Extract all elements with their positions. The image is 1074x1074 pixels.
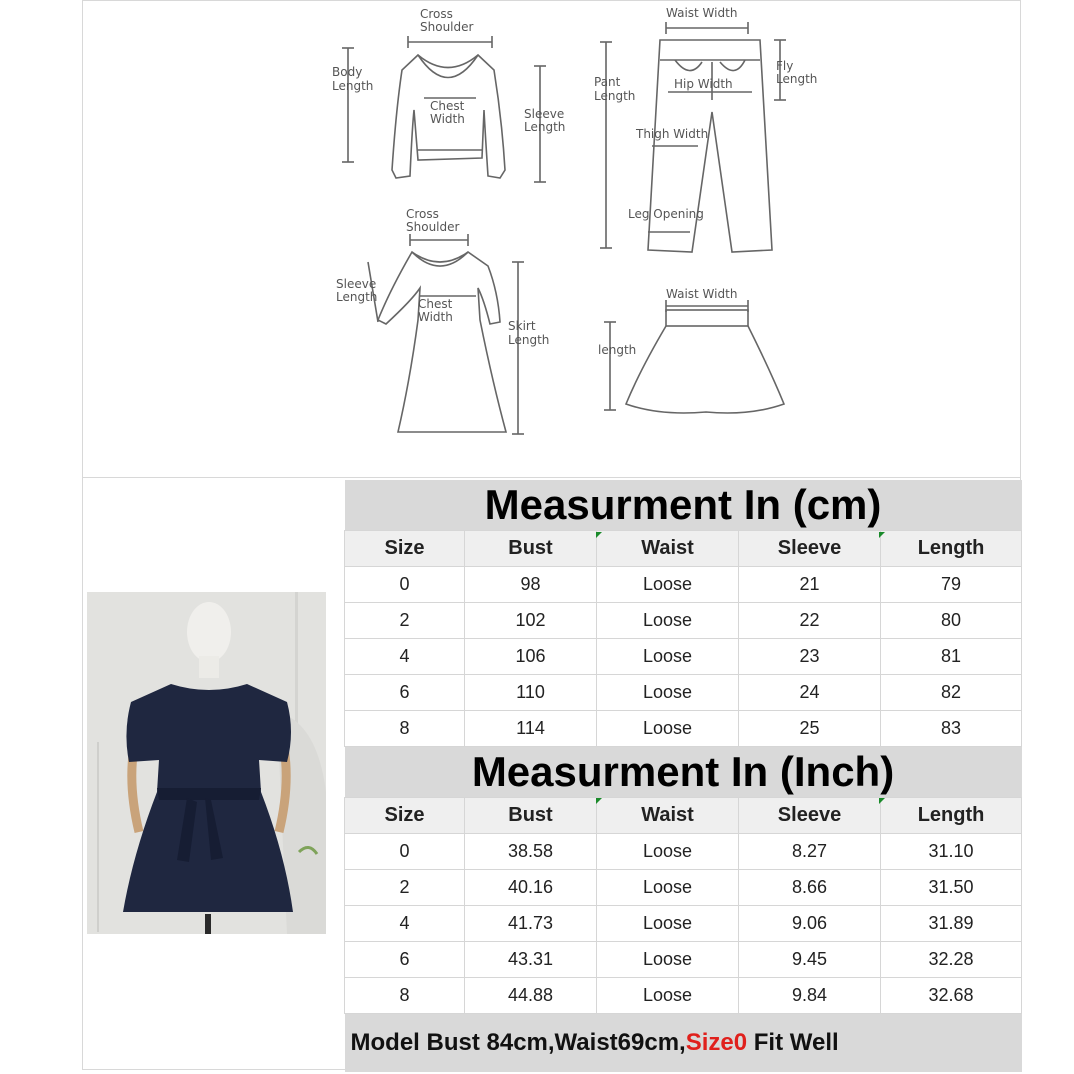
label-sleeve-length: Sleeve	[524, 107, 565, 121]
cell-sleeve: 21	[739, 567, 881, 603]
cell-length: 32.28	[881, 942, 1022, 978]
cell-size: 6	[345, 675, 465, 711]
product-photo	[87, 592, 326, 934]
table-row	[345, 711, 1022, 747]
label-pant-length-2: Length	[594, 89, 636, 103]
label-thigh-width: Thigh Width	[636, 127, 709, 141]
label-cross-shoulder: Cross	[420, 7, 453, 21]
cell-length: 80	[881, 603, 1022, 639]
label-dress-sleeve-length: Sleeve	[336, 277, 377, 291]
model-fit-note	[345, 1014, 1022, 1073]
cell-waist: Loose	[597, 675, 739, 711]
dress-drawing	[378, 252, 506, 432]
cell-size: 2	[345, 870, 465, 906]
label-dress-sleeve-length-2: Length	[336, 290, 378, 304]
size-table-cm	[344, 480, 1022, 1072]
mannequin-dress-illustration	[87, 592, 326, 934]
cell-length: 31.89	[881, 906, 1022, 942]
table-row	[345, 675, 1022, 711]
table-inch-title: Measurment In (Inch)	[345, 747, 1022, 798]
comment-marker-icon	[879, 798, 885, 804]
label-skirt-length-2: Length	[508, 333, 550, 347]
label-length: length	[598, 343, 637, 357]
header-length: Length	[881, 531, 1022, 567]
cell-length: 81	[881, 639, 1022, 675]
cell-sleeve: 9.06	[739, 906, 881, 942]
cell-length: 79	[881, 567, 1022, 603]
cell-waist: Loose	[597, 639, 739, 675]
cell-waist: Loose	[597, 870, 739, 906]
header-sleeve: Sleeve	[739, 798, 881, 834]
header-waist: Waist	[597, 798, 739, 834]
label-body-length: Body	[332, 65, 363, 79]
header-size: Size	[345, 531, 465, 567]
cell-length: 82	[881, 675, 1022, 711]
table-row	[345, 942, 1022, 978]
label-fly-length: Fly	[776, 59, 794, 73]
cell-length: 32.68	[881, 978, 1022, 1014]
header-sleeve: Sleeve	[739, 531, 881, 567]
cell-waist: Loose	[597, 603, 739, 639]
cell-size: 8	[345, 711, 465, 747]
cell-sleeve: 24	[739, 675, 881, 711]
cell-waist: Loose	[597, 906, 739, 942]
cell-waist: Loose	[597, 978, 739, 1014]
cell-size: 4	[345, 639, 465, 675]
cell-bust: 41.73	[465, 906, 597, 942]
fit-note-size: Size0	[685, 1029, 748, 1056]
label-sleeve-length-2: Length	[524, 120, 566, 134]
measurement-diagrams	[0, 0, 1074, 478]
label-waist-width: Waist Width	[666, 6, 738, 20]
header-waist: Waist	[597, 531, 739, 567]
skirt-drawing	[626, 310, 784, 413]
cell-bust: 40.16	[465, 870, 597, 906]
cell-bust: 98	[465, 567, 597, 603]
cell-waist: Loose	[597, 567, 739, 603]
header-bust: Bust	[465, 798, 597, 834]
cell-length: 83	[881, 711, 1022, 747]
cell-sleeve: 9.45	[739, 942, 881, 978]
cell-bust: 38.58	[465, 834, 597, 870]
cell-bust: 102	[465, 603, 597, 639]
cell-waist: Loose	[597, 942, 739, 978]
cell-size: 2	[345, 603, 465, 639]
label-leg-opening: Leg Opening	[628, 207, 704, 221]
label-dress-chest-width-2: Width	[418, 310, 453, 324]
cell-waist: Loose	[597, 711, 739, 747]
label-body-length-2: Length	[332, 79, 374, 93]
header-bust: Bust	[465, 531, 597, 567]
table-row	[345, 834, 1022, 870]
label-hip-width: Hip Width	[674, 77, 733, 91]
label-skirt-length: Skirt	[508, 319, 536, 333]
fit-note-prefix: Model Bust 84cm,Waist69cm,	[350, 1029, 686, 1056]
cell-sleeve: 9.84	[739, 978, 881, 1014]
cell-sleeve: 22	[739, 603, 881, 639]
cell-sleeve: 25	[739, 711, 881, 747]
table-row	[345, 603, 1022, 639]
table-cm-title: Measurment In (cm)	[345, 480, 1022, 531]
size-chart	[344, 480, 1021, 1072]
cell-sleeve: 8.27	[739, 834, 881, 870]
header-length: Length	[881, 798, 1022, 834]
cell-size: 0	[345, 567, 465, 603]
label-skirt-waist-width: Waist Width	[666, 287, 738, 301]
header-size: Size	[345, 798, 465, 834]
fit-note-suffix: Fit Well	[747, 1029, 839, 1056]
cell-bust: 44.88	[465, 978, 597, 1014]
label-chest-width: Chest	[430, 99, 465, 113]
cell-length: 31.50	[881, 870, 1022, 906]
cell-length: 31.10	[881, 834, 1022, 870]
comment-marker-icon	[879, 532, 885, 538]
cell-size: 0	[345, 834, 465, 870]
cell-waist: Loose	[597, 834, 739, 870]
table-row	[345, 978, 1022, 1014]
label-cross-shoulder-2: Shoulder	[420, 20, 474, 34]
label-pant-length: Pant	[594, 75, 621, 89]
label-chest-width-2: Width	[430, 112, 465, 126]
cell-size: 6	[345, 942, 465, 978]
cell-size: 4	[345, 906, 465, 942]
cell-bust: 110	[465, 675, 597, 711]
comment-marker-icon	[596, 798, 602, 804]
cell-bust: 114	[465, 711, 597, 747]
table-row	[345, 639, 1022, 675]
comment-marker-icon	[596, 532, 602, 538]
cell-bust: 43.31	[465, 942, 597, 978]
table-row	[345, 906, 1022, 942]
cell-bust: 106	[465, 639, 597, 675]
table-row	[345, 870, 1022, 906]
label-fly-length-2: Length	[776, 72, 818, 86]
table-row	[345, 567, 1022, 603]
cell-sleeve: 8.66	[739, 870, 881, 906]
cell-size: 8	[345, 978, 465, 1014]
cell-sleeve: 23	[739, 639, 881, 675]
label-dress-cross-shoulder: Cross	[406, 207, 439, 221]
label-dress-chest-width: Chest	[418, 297, 453, 311]
label-dress-cross-shoulder-2: Shoulder	[406, 220, 460, 234]
